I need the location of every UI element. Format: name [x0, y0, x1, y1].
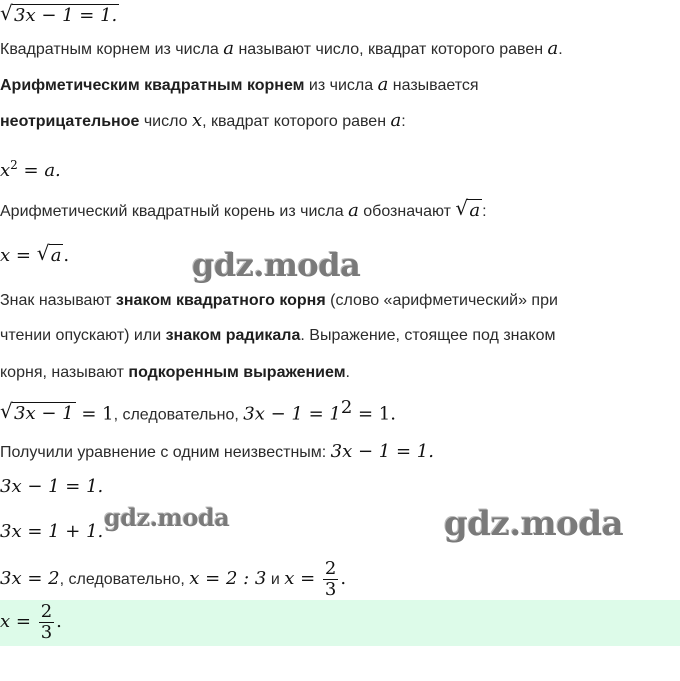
watermark-logo: gdz.moda — [104, 503, 230, 532]
watermark-logo: gdz.moda — [192, 246, 361, 284]
notation-sentence: Арифметический квадратный корень из числа a обозначают √ a : — [0, 196, 487, 221]
equation-step-3: 3x − 1 = 1. — [0, 476, 104, 497]
equation-step-1: √ 3x − 1 = 1, следовательно, $3x - 1 = 1^2 = 1$. — [0, 397, 396, 425]
watermark-logo: gdz.moda — [444, 504, 624, 544]
definition-arith-1: Арифметическим квадратным корнем из числа a называется — [0, 74, 479, 95]
answer-line: x = $\frac{2}{3}$ . — [0, 601, 62, 644]
radicand: 3x − 1 = 1. — [14, 5, 118, 26]
equation-step-5: 3x = 2, следовательно, x = 2 : 3 и x = $\frac{2}{3}$ . — [0, 558, 347, 601]
equation-step-2: Получили уравнение с одним неизвестным: 3x − 1 = 1. — [0, 441, 434, 462]
equation-step-4: 3x = 1 + 1. — [0, 521, 104, 542]
equation-original: √ 3x − 1 = 1. — [0, 1, 118, 26]
sign-sentence-2: чтении опускают) или знаком радикала. Выражение, стоящее под знаком — [0, 327, 556, 344]
equation-x-squared: $x^2 = a$. — [0, 158, 61, 181]
sign-sentence-3: корня, называют подкоренным выражением. — [0, 364, 350, 381]
definition-arith-2: неотрицательное число x, квадрат которого равен a: — [0, 110, 406, 131]
answer-highlight — [0, 600, 680, 646]
definition-root: Квадратным корнем из числа a называют число, квадрат которого равен a. — [0, 38, 563, 59]
sign-sentence-1: Знак называют знаком квадратного корня (слово «арифметический» при — [0, 292, 558, 309]
equation-x-sqrt-a: x = √ a . — [0, 241, 70, 266]
